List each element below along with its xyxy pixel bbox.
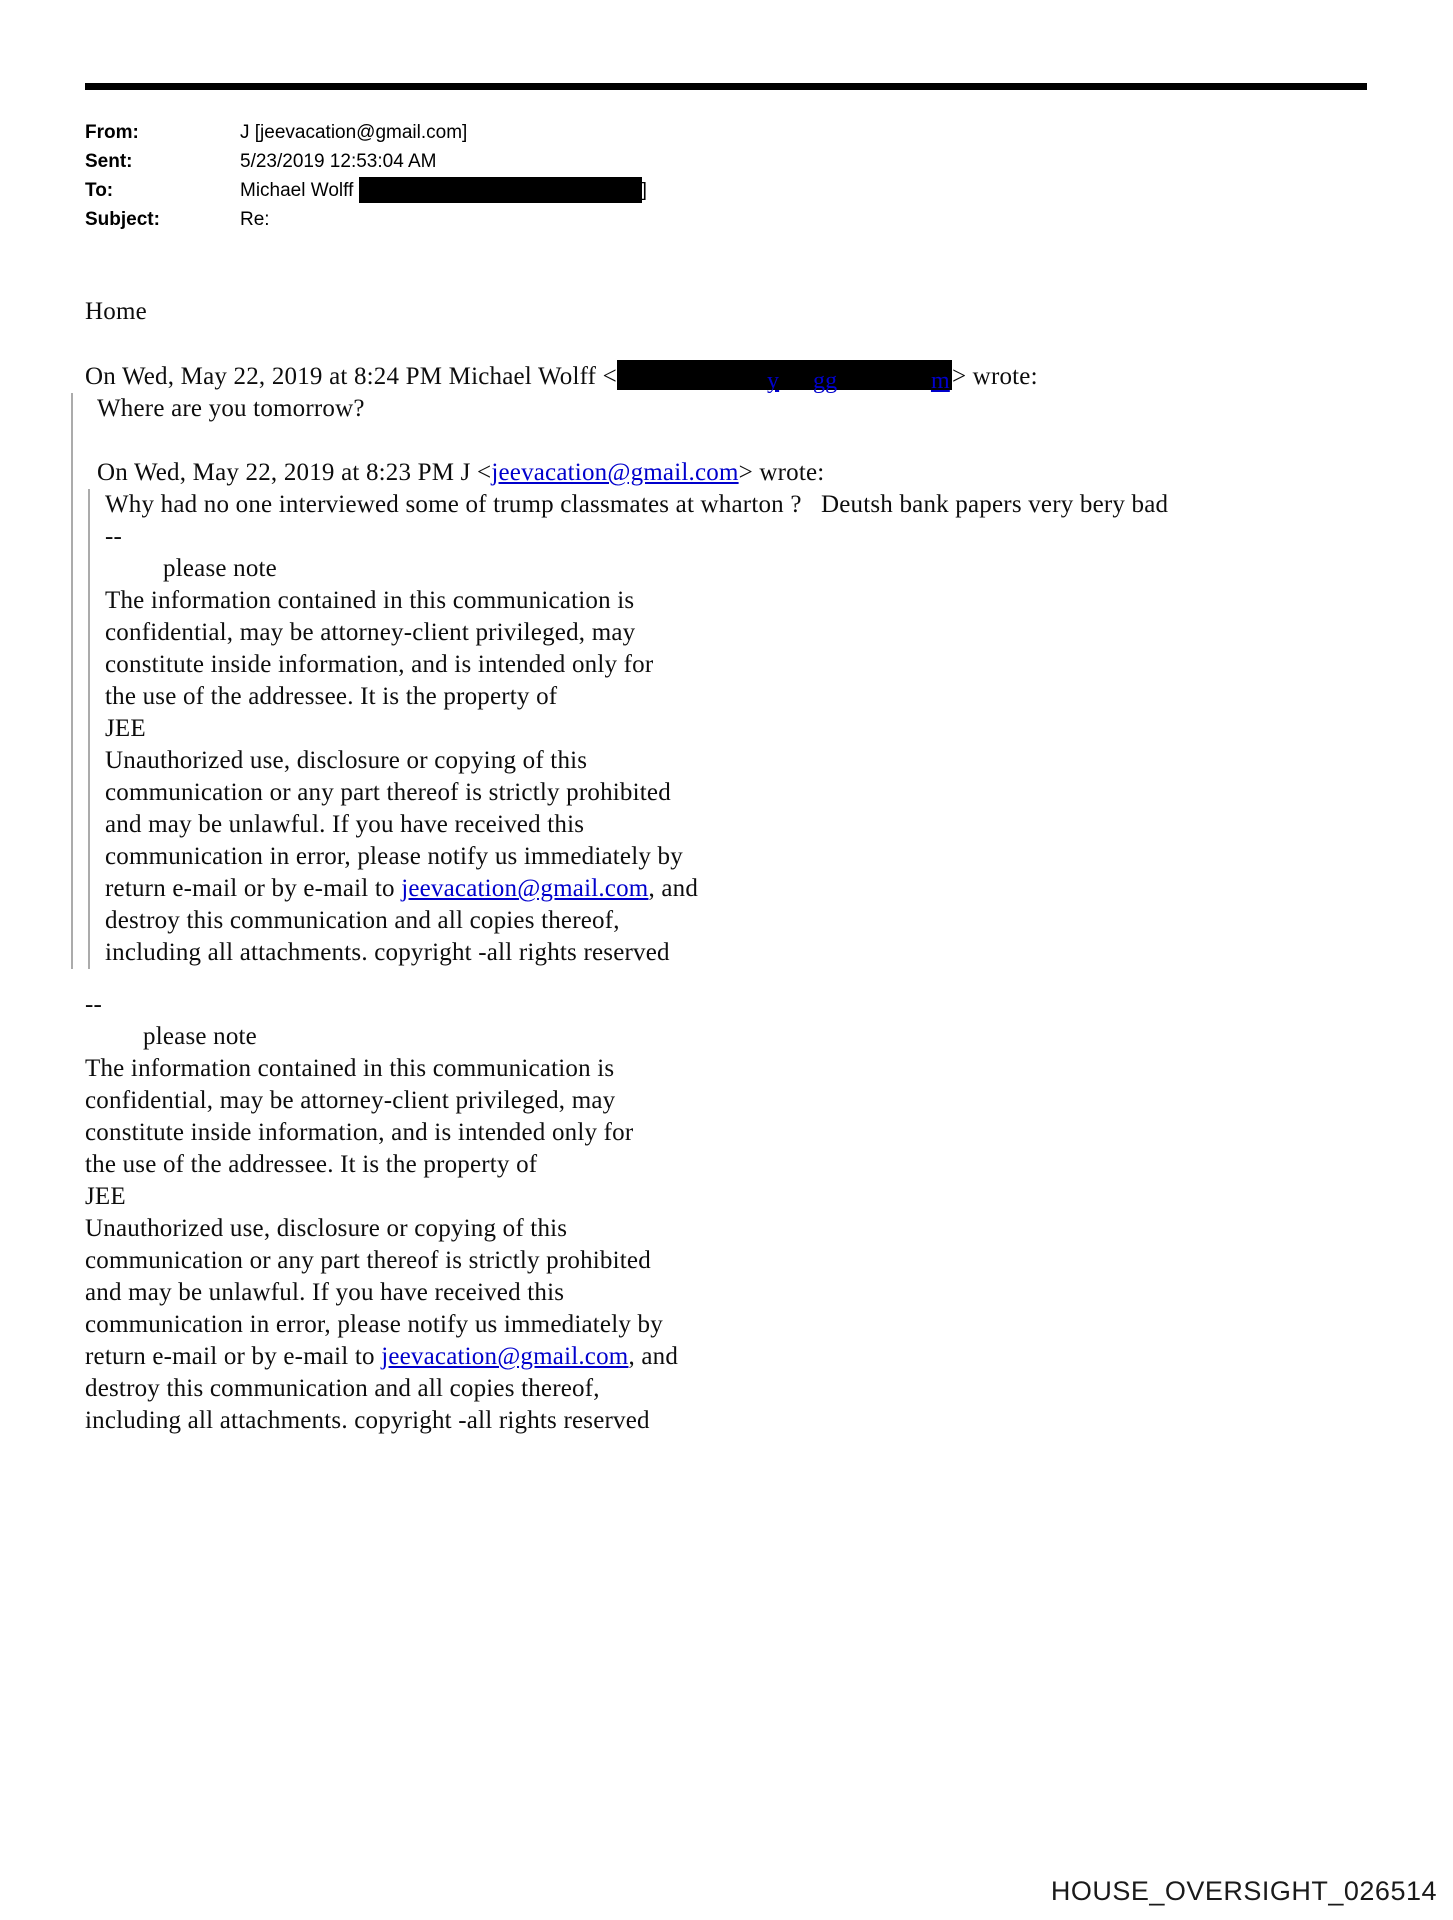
disclaimer-line-email: [105, 873, 1405, 905]
disclaimer-line: constitute inside information, and is intended only for: [85, 1119, 634, 1146]
quote-attribution-suffix: > wrote:: [951, 363, 1038, 390]
header-row-subject: [85, 205, 647, 234]
redaction-box-wolff-email: [617, 360, 952, 394]
email-link-jeevacation[interactable]: jeevacation@gmail.com: [381, 1343, 629, 1370]
disclaimer-line: constitute inside information, and is intended only for: [105, 651, 654, 678]
header-row-from: [85, 118, 647, 147]
disclaimer-line: confidential, may be attorney-client privileged, may: [105, 619, 636, 646]
bates-number: HOUSE_OVERSIGHT_026514: [1050, 1876, 1437, 1906]
header-divider: [85, 83, 1367, 90]
disclaimer-line: confidential, may be attorney-client privileged, may: [85, 1087, 616, 1114]
from-label: From:: [85, 122, 139, 143]
email-link-jeevacation[interactable]: jeevacation@gmail.com: [401, 875, 649, 902]
disclaimer-email-prefix: return e-mail or by e-mail to: [85, 1343, 382, 1370]
disclaimer-line-email: [85, 1341, 1405, 1373]
quote-attribution-j: [97, 457, 1405, 489]
signature-note: please note: [163, 555, 277, 582]
disclaimer-line: the use of the addressee. It is the property of: [105, 683, 558, 710]
disclaimer-line: destroy this communication and all copies thereof,: [85, 1375, 600, 1402]
disclaimer-line: JEE: [85, 1183, 126, 1210]
disclaimer-line: communication or any part thereof is strictly prohibited: [105, 779, 671, 806]
quote2-attribution-prefix: On Wed, May 22, 2019 at 8:23 PM J <: [97, 459, 492, 486]
redaction-box-to-address: [359, 177, 642, 203]
disclaimer-line: Unauthorized use, disclosure or copying of this: [85, 1215, 568, 1242]
to-label: To:: [85, 180, 114, 201]
quote2-attribution-suffix: > wrote:: [738, 459, 825, 486]
disclaimer-line: JEE: [105, 715, 146, 742]
subject-value: Re:: [240, 209, 270, 230]
disclaimer-line: and may be unlawful. If you have received this: [105, 811, 585, 838]
body-text-home: Home: [85, 298, 147, 325]
disclaimer-line: including all attachments. copyright -all rights reserved: [85, 1407, 650, 1434]
blank-line: [97, 425, 1405, 457]
signature-note: please note: [143, 1023, 257, 1050]
disclaimer-email-suffix: , and: [648, 875, 699, 902]
quote-level-2: [88, 489, 1405, 969]
disclaimer-line: The information contained in this communication is: [85, 1055, 615, 1082]
email-header: [85, 118, 647, 234]
redacted-email-descender-peek: y: [766, 368, 780, 394]
from-value: J [jeevacation@gmail.com]: [240, 122, 468, 143]
disclaimer-line: The information contained in this communication is: [105, 587, 635, 614]
disclaimer-line: the use of the addressee. It is the property of: [85, 1151, 538, 1178]
signature-divider: --: [105, 523, 123, 550]
redacted-email-descender-peek: m: [930, 368, 950, 394]
email-link-jeevacation[interactable]: jeevacation@gmail.com: [491, 459, 739, 486]
disclaimer-line: communication in error, please notify us immediately by: [85, 1311, 663, 1338]
quote-attribution-prefix: On Wed, May 22, 2019 at 8:24 PM Michael Wolff <: [85, 363, 617, 390]
disclaimer-line: communication or any part thereof is strictly prohibited: [85, 1247, 651, 1274]
redacted-email-descender-peek: gg: [812, 368, 838, 394]
sender-signature-block: [85, 989, 1405, 1437]
sent-label: Sent:: [85, 151, 133, 172]
blank-line: [85, 328, 1405, 360]
quoted-message-j: Why had no one interviewed some of trump classmates at wharton ? Deutsh bank papers very bery bad: [105, 491, 1169, 518]
subject-label: Subject:: [85, 209, 160, 230]
disclaimer-line: destroy this communication and all copies thereof,: [105, 907, 620, 934]
disclaimer-email-prefix: return e-mail or by e-mail to: [105, 875, 402, 902]
quote-level-1: [71, 393, 1405, 969]
disclaimer-line: Unauthorized use, disclosure or copying of this: [105, 747, 588, 774]
quoted-message-wolff: Where are you tomorrow?: [97, 395, 365, 422]
disclaimer-line: and may be unlawful. If you have received this: [85, 1279, 565, 1306]
disclaimer-line: including all attachments. copyright -all rights reserved: [105, 939, 670, 966]
to-recipient-name: Michael Wolff: [240, 180, 359, 201]
header-row-to: [85, 176, 647, 205]
header-row-sent: [85, 147, 647, 176]
quote-attribution-wolff: [85, 360, 1405, 393]
to-value: [240, 176, 647, 205]
disclaimer-email-suffix: , and: [628, 1343, 679, 1370]
disclaimer-line: communication in error, please notify us immediately by: [105, 843, 683, 870]
signature-divider: --: [85, 991, 103, 1018]
email-body: [85, 296, 1405, 1437]
to-value-suffix: ]: [641, 180, 647, 201]
sent-value: 5/23/2019 12:53:04 AM: [240, 151, 437, 172]
